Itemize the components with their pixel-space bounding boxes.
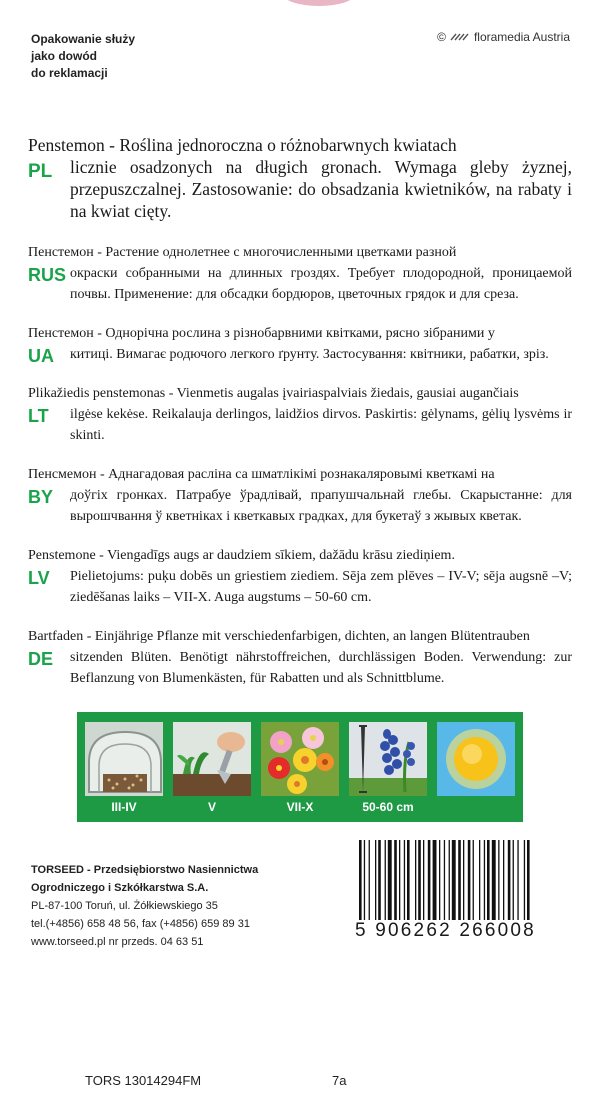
lang-text-first: Пенстемон - Растение однолетнее с многочисленными цветками разной: [28, 245, 457, 260]
lang-text-rest: китиці. Вимагає родючого легкого ґрунту. Застосування: квітники, рабатки, зріз.: [70, 347, 549, 362]
lang-text-first: Пенсмемон - Аднагадовая расліна са шматлікімі рознакаляровымі кветкамі на: [28, 467, 495, 482]
company-info: [31, 861, 331, 951]
company-name-2: Ogrodniczego i Szkółkarstwa S.A.: [31, 882, 209, 894]
greenhouse-tunnel-icon: [85, 722, 163, 796]
lang-text-rest: licznie osadzonych na długich gronach. Wymaga gleby żyznej, przepuszczalnej. Zastosowanie: do obsadzania kwietników, na rabaty i na kwiat cięty.: [70, 157, 572, 221]
flowering-icon: [261, 722, 339, 796]
lang-text-first: Penstemon - Roślina jednoroczna o różnobarwnych kwiatach: [28, 135, 457, 155]
lang-code: LV: [28, 568, 50, 588]
lang-text-first: Bartfaden - Einjährige Pflanze mit verschiedenfarbigen, dichten, an langen Blütentrauben: [28, 629, 530, 644]
lang-code: LT: [28, 406, 49, 426]
lang-code: PL: [28, 161, 53, 182]
lang-text-first: Plikažiedis penstemonas - Vienmetis augalas įvairiaspalviais žiedais, gausiai augančiais: [28, 386, 519, 401]
product-code: TORS 13014294FM: [85, 1073, 202, 1088]
lang-text-rest: окраски собранными на длинных гроздях. Требует плодородной, проницаемой почвы. Применение: для обсадки бордюров, цветочных грядок и для среза.: [70, 266, 572, 302]
top-image-strip: [0, 0, 600, 14]
lang-block-ua: [28, 323, 572, 365]
brand-name: floramedia Austria: [473, 30, 570, 44]
plant-height-icon: [349, 722, 427, 796]
icon-label: VII-X: [286, 800, 314, 814]
lang-text-rest: ilgėse kekėse. Reikalauja derlingos, laidžios dirvos. Paskirtis: gėlynams, gėlių lysvėms ir skinti.: [70, 407, 572, 443]
lang-text-first: Пенстемон - Однорічна рослина з різнобарвними квітками, рясно зібраними у: [28, 326, 495, 341]
icon-label: III-IV: [111, 800, 137, 814]
lang-block-by: [28, 464, 572, 527]
copyright-notice: [437, 30, 570, 44]
lang-code: RUS: [28, 265, 67, 285]
cultivation-icons-panel: [77, 712, 523, 822]
complaint-line: do reklamacji: [31, 66, 108, 80]
lang-block-de: [28, 626, 572, 689]
lang-text-rest: sitzenden Blüten. Benötigt nährstoffreichen, durchlässigen Boden. Verwendung: zur Beflanzung von Blumenkästen, für Rabatten und als Schnittblume.: [70, 650, 572, 686]
lang-text-rest: доўгіх гронках. Патрабуе ўрадлівай, прапушчальнай глебы. Скарыстанне: для вырошчвання ў кветніках і кветкавых градках, для букетаў з жывых кветак.: [70, 488, 572, 524]
lang-code: UA: [28, 346, 54, 366]
floramedia-logo-icon: [449, 32, 471, 42]
complaint-note: [31, 31, 231, 82]
description-blocks: [28, 134, 572, 707]
copyright-symbol: ©: [437, 30, 446, 44]
complaint-line: jako dowód: [31, 49, 97, 63]
page-number: 7a: [332, 1073, 347, 1088]
lang-block-rus: [28, 242, 572, 305]
icon-label: 50-60 cm: [362, 800, 414, 814]
company-phone: tel.(+4856) 658 48 56, fax (+4856) 659 89 31: [31, 918, 250, 930]
company-web: www.torseed.pl nr przeds. 04 63 51: [31, 936, 204, 948]
barcode-digits: 5 906262 266008: [355, 920, 570, 942]
company-name: TORSEED - Przedsiębiorstwo Nasiennictwa: [31, 864, 259, 876]
icon-label: V: [207, 800, 216, 814]
lang-text-first: Penstemone - Viengadīgs augs ar daudziem sīkiem, dažādu krāsu ziediņiem.: [28, 548, 455, 563]
planting-seedling-icon: [173, 722, 251, 796]
lang-code: DE: [28, 649, 54, 669]
sun-icon: [437, 722, 515, 796]
company-address: PL-87-100 Toruń, ul. Żółkiewskiego 35: [31, 900, 218, 912]
lang-block-lv: [28, 545, 572, 608]
lang-block-pl: [28, 134, 572, 222]
lang-code: BY: [28, 487, 54, 507]
lang-text-rest: Pielietojums: puķu dobēs un griestiem ziediem. Sēja zem plēves – IV-V; sēja augsnē –V; ziedēšanas laiks – VII-X. Auga augstums – 50-60 cm.: [70, 569, 572, 605]
complaint-line: Opakowanie służy: [31, 32, 136, 46]
lang-block-lt: [28, 383, 572, 446]
